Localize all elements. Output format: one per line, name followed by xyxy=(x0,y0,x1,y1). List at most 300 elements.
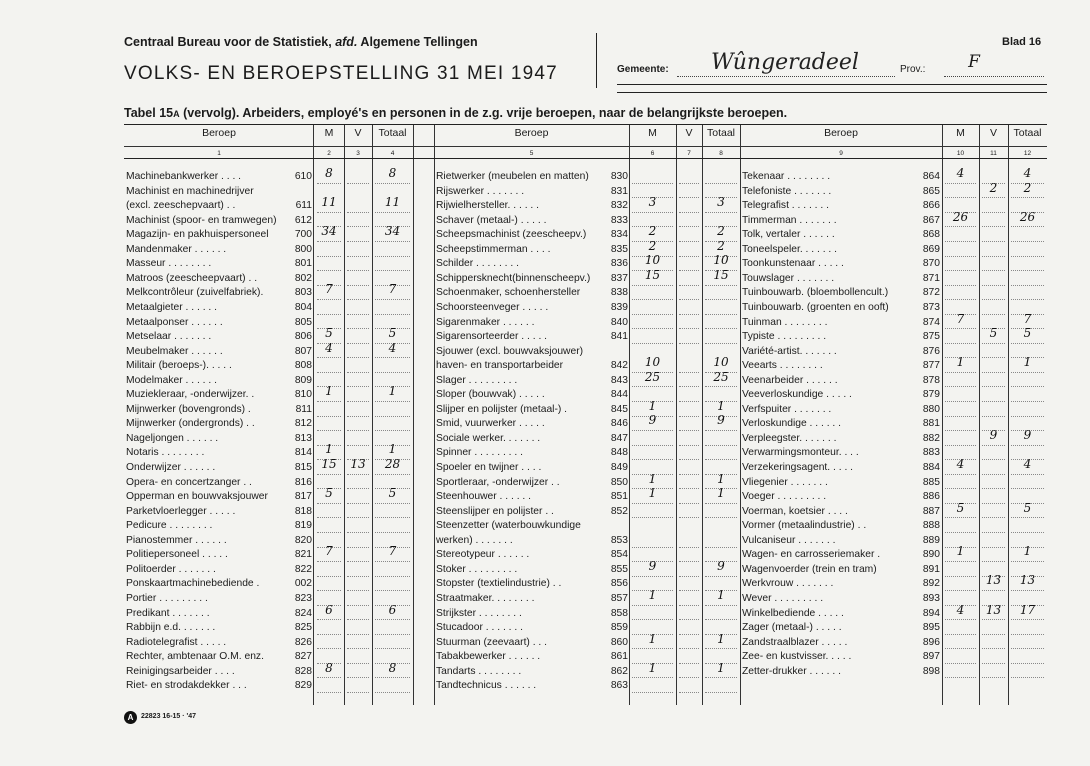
occupation-code: 893 xyxy=(922,592,940,604)
count-cell-t xyxy=(1011,257,1044,271)
print-code: 22823 16-15 · '47 xyxy=(141,713,196,720)
count-cell-t xyxy=(1011,621,1044,635)
occupation-name: Zee- en kustvisser. . . . . xyxy=(742,651,852,663)
occupation-code: 836 xyxy=(610,258,628,270)
occupation-code: 839 xyxy=(610,301,628,313)
province-value: F xyxy=(968,52,980,72)
occupation-name: haven- en transportarbeider xyxy=(436,360,564,372)
occupation-code: 866 xyxy=(922,200,940,212)
occupation-code: 835 xyxy=(610,243,628,255)
province-line xyxy=(944,76,1044,77)
occupation-name: Zager (metaal-) . . . . . xyxy=(742,622,842,634)
count-cell-m xyxy=(945,636,976,650)
occupation-name: Tuinbouwarb. (bloembollencult.) xyxy=(742,287,889,299)
occupation-code: 802 xyxy=(294,272,312,284)
count-cell-v xyxy=(982,243,1005,257)
census-title: VOLKS- EN BEROEPSTELLING 31 MEI 1947 xyxy=(124,63,558,84)
occupation-name: Tekenaar . . . . . . . . xyxy=(742,171,831,182)
handwritten-count-m: 1 xyxy=(648,660,657,675)
count-cell-v xyxy=(982,490,1005,504)
count-cell-v xyxy=(982,257,1005,271)
occupation-code: 838 xyxy=(610,287,628,299)
occupation-name: Machinebankwerker . . . . xyxy=(126,171,242,182)
occupation-name: Sigarenmaker . . . . . . xyxy=(436,316,535,328)
occupation-name: Veearts . . . . . . . . xyxy=(742,360,823,372)
occupation-code: 811 xyxy=(295,403,312,415)
table-row xyxy=(124,403,1047,416)
occupation-name: Meubelmaker . . . . . . xyxy=(126,345,223,357)
count-cell-m xyxy=(945,417,976,431)
handwritten-count-v: 13 xyxy=(985,573,1002,588)
table-row xyxy=(124,476,1047,489)
handwritten-count-t: 6 xyxy=(388,602,397,617)
handwritten-count-t: 1 xyxy=(717,471,725,486)
occupation-name: Onderwijzer . . . . . . xyxy=(126,462,216,473)
handwritten-count-v: 9 xyxy=(989,427,998,442)
table-row xyxy=(124,257,1047,270)
occupation-name: Tabakbewerker . . . . . . xyxy=(436,651,541,663)
table-row xyxy=(124,166,1047,183)
occupation-name: Rijwielhersteller. . . . . . xyxy=(436,200,539,212)
handwritten-count-m: 1 xyxy=(956,355,965,370)
header-rule xyxy=(124,146,1047,147)
handwritten-count-m: 15 xyxy=(321,457,337,471)
count-cell-m xyxy=(945,243,976,257)
count-cell-v xyxy=(982,403,1005,417)
occupation-name: Steenzetter (waterbouwkundige xyxy=(436,520,581,532)
occupation-name: Stucadoor . . . . . . . xyxy=(436,622,523,634)
table-row xyxy=(124,490,1047,503)
handwritten-count-t: 5 xyxy=(1023,500,1032,515)
handwritten-count-v: 13 xyxy=(350,457,366,471)
occupation-name: Vormer (metaalindustrie) . . xyxy=(742,520,867,532)
occupation-name: Pianostemmer . . . . . . xyxy=(126,534,227,546)
occupation-code: 869 xyxy=(922,243,940,255)
handwritten-count-t: 9 xyxy=(1023,427,1032,442)
occupation-code: 862 xyxy=(610,665,628,677)
occupation-name: Masseur . . . . . . . . xyxy=(126,258,212,270)
table-row xyxy=(124,457,1047,474)
handwritten-count-m: 4 xyxy=(956,602,965,617)
occupation-code: 700 xyxy=(294,229,312,241)
column-header-beroep: Beroep xyxy=(824,127,858,139)
occupation-name: Notaris . . . . . . . . xyxy=(126,447,205,459)
occupation-code: 864 xyxy=(922,171,940,182)
occupation-code: 825 xyxy=(294,622,312,634)
column-number: 2 xyxy=(327,150,331,157)
occupation-code: 834 xyxy=(610,229,628,241)
handwritten-count-m: 4 xyxy=(956,166,965,180)
occupation-code: 815 xyxy=(294,462,312,473)
occupation-code: 871 xyxy=(922,272,940,284)
handwritten-count-t: 7 xyxy=(388,544,397,559)
occupation-name: Tuinbouwarb. (groenten en ooft) xyxy=(742,301,889,313)
handwritten-count-t: 7 xyxy=(1023,311,1032,326)
occupation-name: Mijnwerker (bovengronds) . xyxy=(126,403,251,415)
handwritten-count-m: 10 xyxy=(644,253,661,268)
count-cell-v xyxy=(982,548,1005,562)
occupation-name: Toonkunstenaar . . . . . xyxy=(742,258,844,270)
handwritten-count-t: 7 xyxy=(388,282,397,297)
handwritten-count-m: 1 xyxy=(325,384,333,399)
column-number: 1 xyxy=(217,150,221,157)
occupation-code: 807 xyxy=(294,345,312,357)
occupation-code: 840 xyxy=(610,316,628,328)
column-header-beroep: Beroep xyxy=(514,127,549,139)
occupation-name: Rijswerker . . . . . . . xyxy=(436,185,525,197)
occupation-name: Politiepersoneel . . . . . xyxy=(126,549,228,561)
occupation-code: 818 xyxy=(294,505,312,517)
handwritten-count-t: 9 xyxy=(717,413,725,428)
count-cell-v xyxy=(982,345,1005,359)
occupation-code: 814 xyxy=(294,447,312,459)
occupation-name: Riet- en strodakdekker . . . xyxy=(126,680,247,692)
handwritten-count-t: 5 xyxy=(1023,326,1032,341)
count-cell-t xyxy=(1011,272,1044,286)
occupation-code: 870 xyxy=(922,258,940,270)
occupation-code: 882 xyxy=(922,432,940,444)
table-row xyxy=(124,345,1047,358)
occupation-name: Steenslijper en polijster . . xyxy=(436,505,554,517)
occupation-code: 809 xyxy=(294,374,312,386)
occupation-code: 881 xyxy=(922,418,940,430)
occupation-code: 879 xyxy=(922,389,940,401)
count-cell-v xyxy=(982,374,1005,388)
occupation-table xyxy=(124,124,1047,705)
occupation-name: (excl. zeeschepvaart) . . xyxy=(126,200,236,212)
occupation-code: 875 xyxy=(922,331,940,343)
occupation-name: Machinist en machinedrijver xyxy=(126,185,254,197)
count-cell-v xyxy=(982,636,1005,650)
table-row xyxy=(124,563,1047,576)
table-row xyxy=(124,665,1047,678)
count-cell-m xyxy=(945,577,976,591)
count-cell-v xyxy=(982,359,1005,373)
handwritten-count-t: 11 xyxy=(384,195,401,210)
handwritten-count-t: 5 xyxy=(388,326,397,341)
occupation-name: Sociale werker. . . . . . . xyxy=(436,432,541,444)
occupation-name: Zetter-drukker . . . . . . xyxy=(742,665,841,677)
occupation-name: Mandenmaker . . . . . . xyxy=(126,243,227,255)
count-cell-v xyxy=(982,505,1005,519)
occupation-code: 803 xyxy=(294,287,312,299)
occupation-name: Sjouwer (excl. bouwvaksjouwer) xyxy=(436,345,584,357)
occupation-code: 810 xyxy=(294,389,312,401)
handwritten-count-m: 1 xyxy=(648,587,657,602)
occupation-code: 855 xyxy=(610,563,628,575)
table-row xyxy=(124,243,1047,256)
column-number: 11 xyxy=(990,150,997,157)
municipality-label: Gemeente: xyxy=(617,64,669,75)
occupation-code: 867 xyxy=(922,214,940,226)
occupation-code: 851 xyxy=(610,491,628,503)
occupation-code: 824 xyxy=(294,607,312,619)
table-row xyxy=(124,621,1047,634)
occupation-name: Slijper en polijster (metaal-) . xyxy=(436,403,568,415)
column-header-beroep: Beroep xyxy=(202,127,236,139)
occupation-name: Schoenmaker, schoenhersteller xyxy=(436,287,581,299)
occupation-name: Opperman en bouwvaksjouwer xyxy=(126,491,268,503)
handwritten-count-t: 26 xyxy=(1019,209,1036,224)
count-cell-m xyxy=(945,272,976,286)
occupation-name: Magazijn- en pakhuispersoneel xyxy=(126,229,269,241)
count-cell-v xyxy=(982,388,1005,402)
occupation-name: Melkcontrôleur (zuivelfabriek). xyxy=(126,287,264,299)
occupation-name: Stopster (textielindustrie) . . xyxy=(436,578,562,590)
occupation-code: 833 xyxy=(610,214,628,226)
occupation-name: Portier . . . . . . . . . xyxy=(126,592,208,604)
handwritten-count-v: 2 xyxy=(989,180,998,195)
occupation-code: 826 xyxy=(294,636,312,648)
table-row xyxy=(124,228,1047,241)
handwritten-count-m: 4 xyxy=(325,340,333,355)
occupation-code: 820 xyxy=(294,534,312,546)
occupation-name: Schilder . . . . . . . . xyxy=(436,258,519,270)
occupation-name: Voeger . . . . . . . . . xyxy=(742,491,827,503)
occupation-name: Verfspuiter . . . . . . . xyxy=(742,403,832,415)
column-header-m: M xyxy=(956,127,965,139)
occupation-name: Scheepsmachinist (zeescheepv.) xyxy=(436,229,587,241)
occupation-name: Typiste . . . . . . . . . xyxy=(742,331,827,343)
occupation-code: 611 xyxy=(295,200,312,212)
handwritten-count-m: 9 xyxy=(648,413,657,428)
handwritten-count-t: 1 xyxy=(1023,544,1032,559)
occupation-code: 800 xyxy=(294,243,312,255)
occupation-name: Werkvrouw . . . . . . . xyxy=(742,578,834,590)
occupation-name: Zandstraalblazer . . . . . xyxy=(742,636,848,648)
handwritten-count-m: 15 xyxy=(644,267,661,282)
occupation-name: Stuurman (zeevaart) . . . xyxy=(436,636,548,648)
occupation-code: 892 xyxy=(922,578,940,590)
handwritten-count-m: 34 xyxy=(321,224,337,239)
handwritten-count-m: 1 xyxy=(956,544,965,559)
occupation-code: 885 xyxy=(922,476,940,488)
count-cell-t xyxy=(1011,243,1044,257)
handwritten-count-t: 1 xyxy=(388,442,397,457)
occupation-code: 853 xyxy=(610,534,628,546)
occupation-name: Smid, vuurwerker . . . . . xyxy=(436,418,545,430)
occupation-code: 804 xyxy=(294,301,312,313)
occupation-name: Verzekeringsagent. . . . . xyxy=(742,462,854,473)
table-row xyxy=(124,544,1047,561)
column-number: 6 xyxy=(650,150,655,157)
column-header-totaal: Totaal xyxy=(378,127,407,139)
handwritten-count-m: 1 xyxy=(648,398,657,413)
handwritten-count-t: 1 xyxy=(1023,355,1032,370)
column-number: 5 xyxy=(529,150,534,157)
count-cell-m xyxy=(945,330,976,344)
handwritten-count-t: 17 xyxy=(1019,602,1036,617)
count-cell-v xyxy=(982,665,1005,679)
count-cell-v xyxy=(679,679,699,693)
handwritten-count-t: 28 xyxy=(384,457,401,471)
count-cell-v xyxy=(982,461,1005,475)
occupation-name: Parketvloerlegger . . . . . xyxy=(126,505,236,517)
occupation-name: Variété-artist. . . . . . . xyxy=(742,345,837,357)
table-row xyxy=(124,209,1047,227)
occupation-code: 837 xyxy=(610,272,628,284)
occupation-name: Stoker . . . . . . . . . xyxy=(436,563,518,575)
count-cell-t xyxy=(1011,286,1044,300)
occupation-name: werken) . . . . . . . xyxy=(436,534,513,546)
occupation-name: Tolk, vertaler . . . . . . xyxy=(742,229,835,241)
handwritten-count-m: 8 xyxy=(325,660,333,675)
table-row xyxy=(124,326,1047,343)
handwritten-count-m: 1 xyxy=(648,486,657,501)
occupation-code: 888 xyxy=(922,520,940,532)
occupation-name: Strijkster . . . . . . . . xyxy=(436,607,522,619)
occupation-code: 827 xyxy=(294,651,312,663)
count-cell-m xyxy=(945,621,976,635)
occupation-name: Verpleegster. . . . . . . xyxy=(742,432,837,444)
occupation-name: Vulcaniseur . . . . . . . xyxy=(742,534,836,546)
column-header-m: M xyxy=(648,127,657,139)
occupation-code: 828 xyxy=(294,665,312,677)
handwritten-count-m: 5 xyxy=(325,326,333,341)
occupation-name: Sportleraar, -onderwijzer . . xyxy=(436,476,560,488)
occupation-name: Vliegenier . . . . . . . xyxy=(742,476,828,488)
handwritten-count-m: 4 xyxy=(956,457,965,471)
count-cell-v xyxy=(982,286,1005,300)
handwritten-count-t: 13 xyxy=(1019,573,1036,588)
handwritten-count-t: 34 xyxy=(384,224,401,239)
table-row xyxy=(124,679,1047,692)
occupation-code: 861 xyxy=(610,651,628,663)
handwritten-count-t: 2 xyxy=(717,224,725,239)
occupation-name: Telegrafist . . . . . . . xyxy=(742,200,829,212)
column-header-v: V xyxy=(989,127,997,139)
occupation-name: Toneelspeler. . . . . . . xyxy=(742,243,838,255)
table-row xyxy=(124,388,1047,401)
occupation-code: 849 xyxy=(610,462,628,473)
handwritten-count-t: 4 xyxy=(388,340,397,355)
table-row xyxy=(124,272,1047,285)
handwritten-count-t: 8 xyxy=(388,166,397,180)
occupation-code: 831 xyxy=(610,185,628,197)
occupation-name: Opera- en concertzanger . . xyxy=(126,476,252,488)
handwritten-count-t: 1 xyxy=(717,660,725,675)
table-subtitle: Tabel 15A (vervolg). Arbeiders, employé's en personen in de z.g. vrije beroepen, naar de belangrijkste beroepen. xyxy=(124,106,788,120)
count-cell-v xyxy=(982,650,1005,664)
table-row xyxy=(124,500,1047,518)
handwritten-count-m: 1 xyxy=(648,631,657,646)
occupation-name: Steenhouwer . . . . . . xyxy=(436,491,532,503)
occupation-name: Modelmaker . . . . . . xyxy=(126,374,217,386)
occupation-code: 842 xyxy=(610,360,628,372)
count-cell-v xyxy=(982,228,1005,242)
count-cell-v xyxy=(982,199,1005,213)
organization-title: Centraal Bureau voor de Statistiek, afd. Algemene Tellingen xyxy=(124,35,478,49)
occupation-code: 886 xyxy=(922,491,940,503)
handwritten-count-t: 1 xyxy=(717,398,725,413)
table-row xyxy=(124,286,1047,299)
handwritten-count-t: 4 xyxy=(1023,457,1032,471)
occupation-name: Verwarmingsmonteur. . . . xyxy=(742,447,859,459)
count-cell-v xyxy=(982,301,1005,315)
handwritten-count-m: 7 xyxy=(956,311,965,326)
occupation-code: 844 xyxy=(610,389,628,401)
handwritten-count-t: 9 xyxy=(717,558,725,573)
count-cell-t xyxy=(1011,476,1044,490)
occupation-name: Wagenvoerder (trein en tram) xyxy=(742,563,877,575)
handwritten-count-t: 2 xyxy=(717,238,725,253)
count-cell-v xyxy=(982,621,1005,635)
handwritten-count-m: 2 xyxy=(648,238,657,253)
occupation-code: 877 xyxy=(922,360,940,372)
column-header-m: M xyxy=(324,127,334,139)
handwritten-count-t: 1 xyxy=(717,486,725,501)
handwritten-count-t: 8 xyxy=(388,660,397,675)
occupation-code: 823 xyxy=(294,592,312,604)
occupation-name: Machinist (spoor- en tramwegen) xyxy=(126,214,277,226)
occupation-code: 872 xyxy=(922,287,940,299)
occupation-name: Schippersknecht(binnenscheepv.) xyxy=(436,272,591,284)
occupation-code: 863 xyxy=(610,680,628,692)
handwritten-count-m: 25 xyxy=(644,369,661,384)
occupation-name: Wever . . . . . . . . . xyxy=(742,592,824,604)
occupation-code: 848 xyxy=(610,447,628,459)
handwritten-count-t: 15 xyxy=(713,267,729,282)
occupation-name: Timmerman . . . . . . . xyxy=(742,214,837,226)
occupation-code: 880 xyxy=(922,403,940,415)
occupation-name: Veenarbeider . . . . . . xyxy=(742,374,838,386)
header-rule xyxy=(124,158,1047,159)
occupation-name: Schoorsteenveger . . . . . xyxy=(436,301,549,313)
handwritten-count-t: 4 xyxy=(1023,166,1032,180)
occupation-name: Militair (beroeps-). . . . . xyxy=(126,360,232,372)
handwritten-count-t: 10 xyxy=(713,355,729,370)
table-row xyxy=(124,519,1047,532)
sheet-number: Blad 16 xyxy=(1002,36,1042,48)
handwritten-count-m: 8 xyxy=(325,166,333,180)
table-row xyxy=(124,427,1047,445)
count-cell-t xyxy=(1011,228,1044,242)
occupation-name: Verloskundige . . . . . . xyxy=(742,418,842,430)
occupation-name: Spoeler en twijner . . . . xyxy=(436,462,542,473)
column-header-v: V xyxy=(685,127,693,139)
occupation-name: Touwslager . . . . . . . xyxy=(742,272,835,284)
count-cell-t xyxy=(1011,388,1044,402)
occupation-name: Predikant . . . . . . . xyxy=(126,607,210,619)
occupation-name: Veeverloskundige . . . . . xyxy=(742,389,852,401)
column-header-v: V xyxy=(354,127,362,139)
handwritten-count-m: 2 xyxy=(648,224,657,239)
occupation-code: 876 xyxy=(922,345,940,357)
count-cell-m xyxy=(945,257,976,271)
table-row xyxy=(124,534,1047,547)
occupation-code: 822 xyxy=(294,563,312,575)
handwritten-count-t: 1 xyxy=(717,631,725,646)
occupation-code: 889 xyxy=(922,534,940,546)
handwritten-count-m: 7 xyxy=(325,544,333,559)
occupation-code: 808 xyxy=(294,360,312,372)
handwritten-count-v: 13 xyxy=(985,602,1002,617)
occupation-code: 812 xyxy=(294,418,312,430)
occupation-code: 612 xyxy=(294,214,312,226)
occupation-code: 813 xyxy=(294,432,312,444)
column-number: 7 xyxy=(687,150,691,157)
occupation-name: Muziekleraar, -onderwijzer. . xyxy=(126,389,255,401)
municipality-value: Wûngeradeel xyxy=(711,50,859,75)
occupation-name: Tandarts . . . . . . . . xyxy=(436,665,522,677)
occupation-code: 897 xyxy=(922,651,940,663)
table-row xyxy=(124,374,1047,387)
occupation-code: 895 xyxy=(922,622,940,634)
table-row xyxy=(124,592,1047,605)
occupation-name: Straatmaker. . . . . . . . xyxy=(436,592,535,604)
occupation-name: Slager . . . . . . . . . xyxy=(436,374,518,386)
occupation-code: 898 xyxy=(922,665,940,677)
